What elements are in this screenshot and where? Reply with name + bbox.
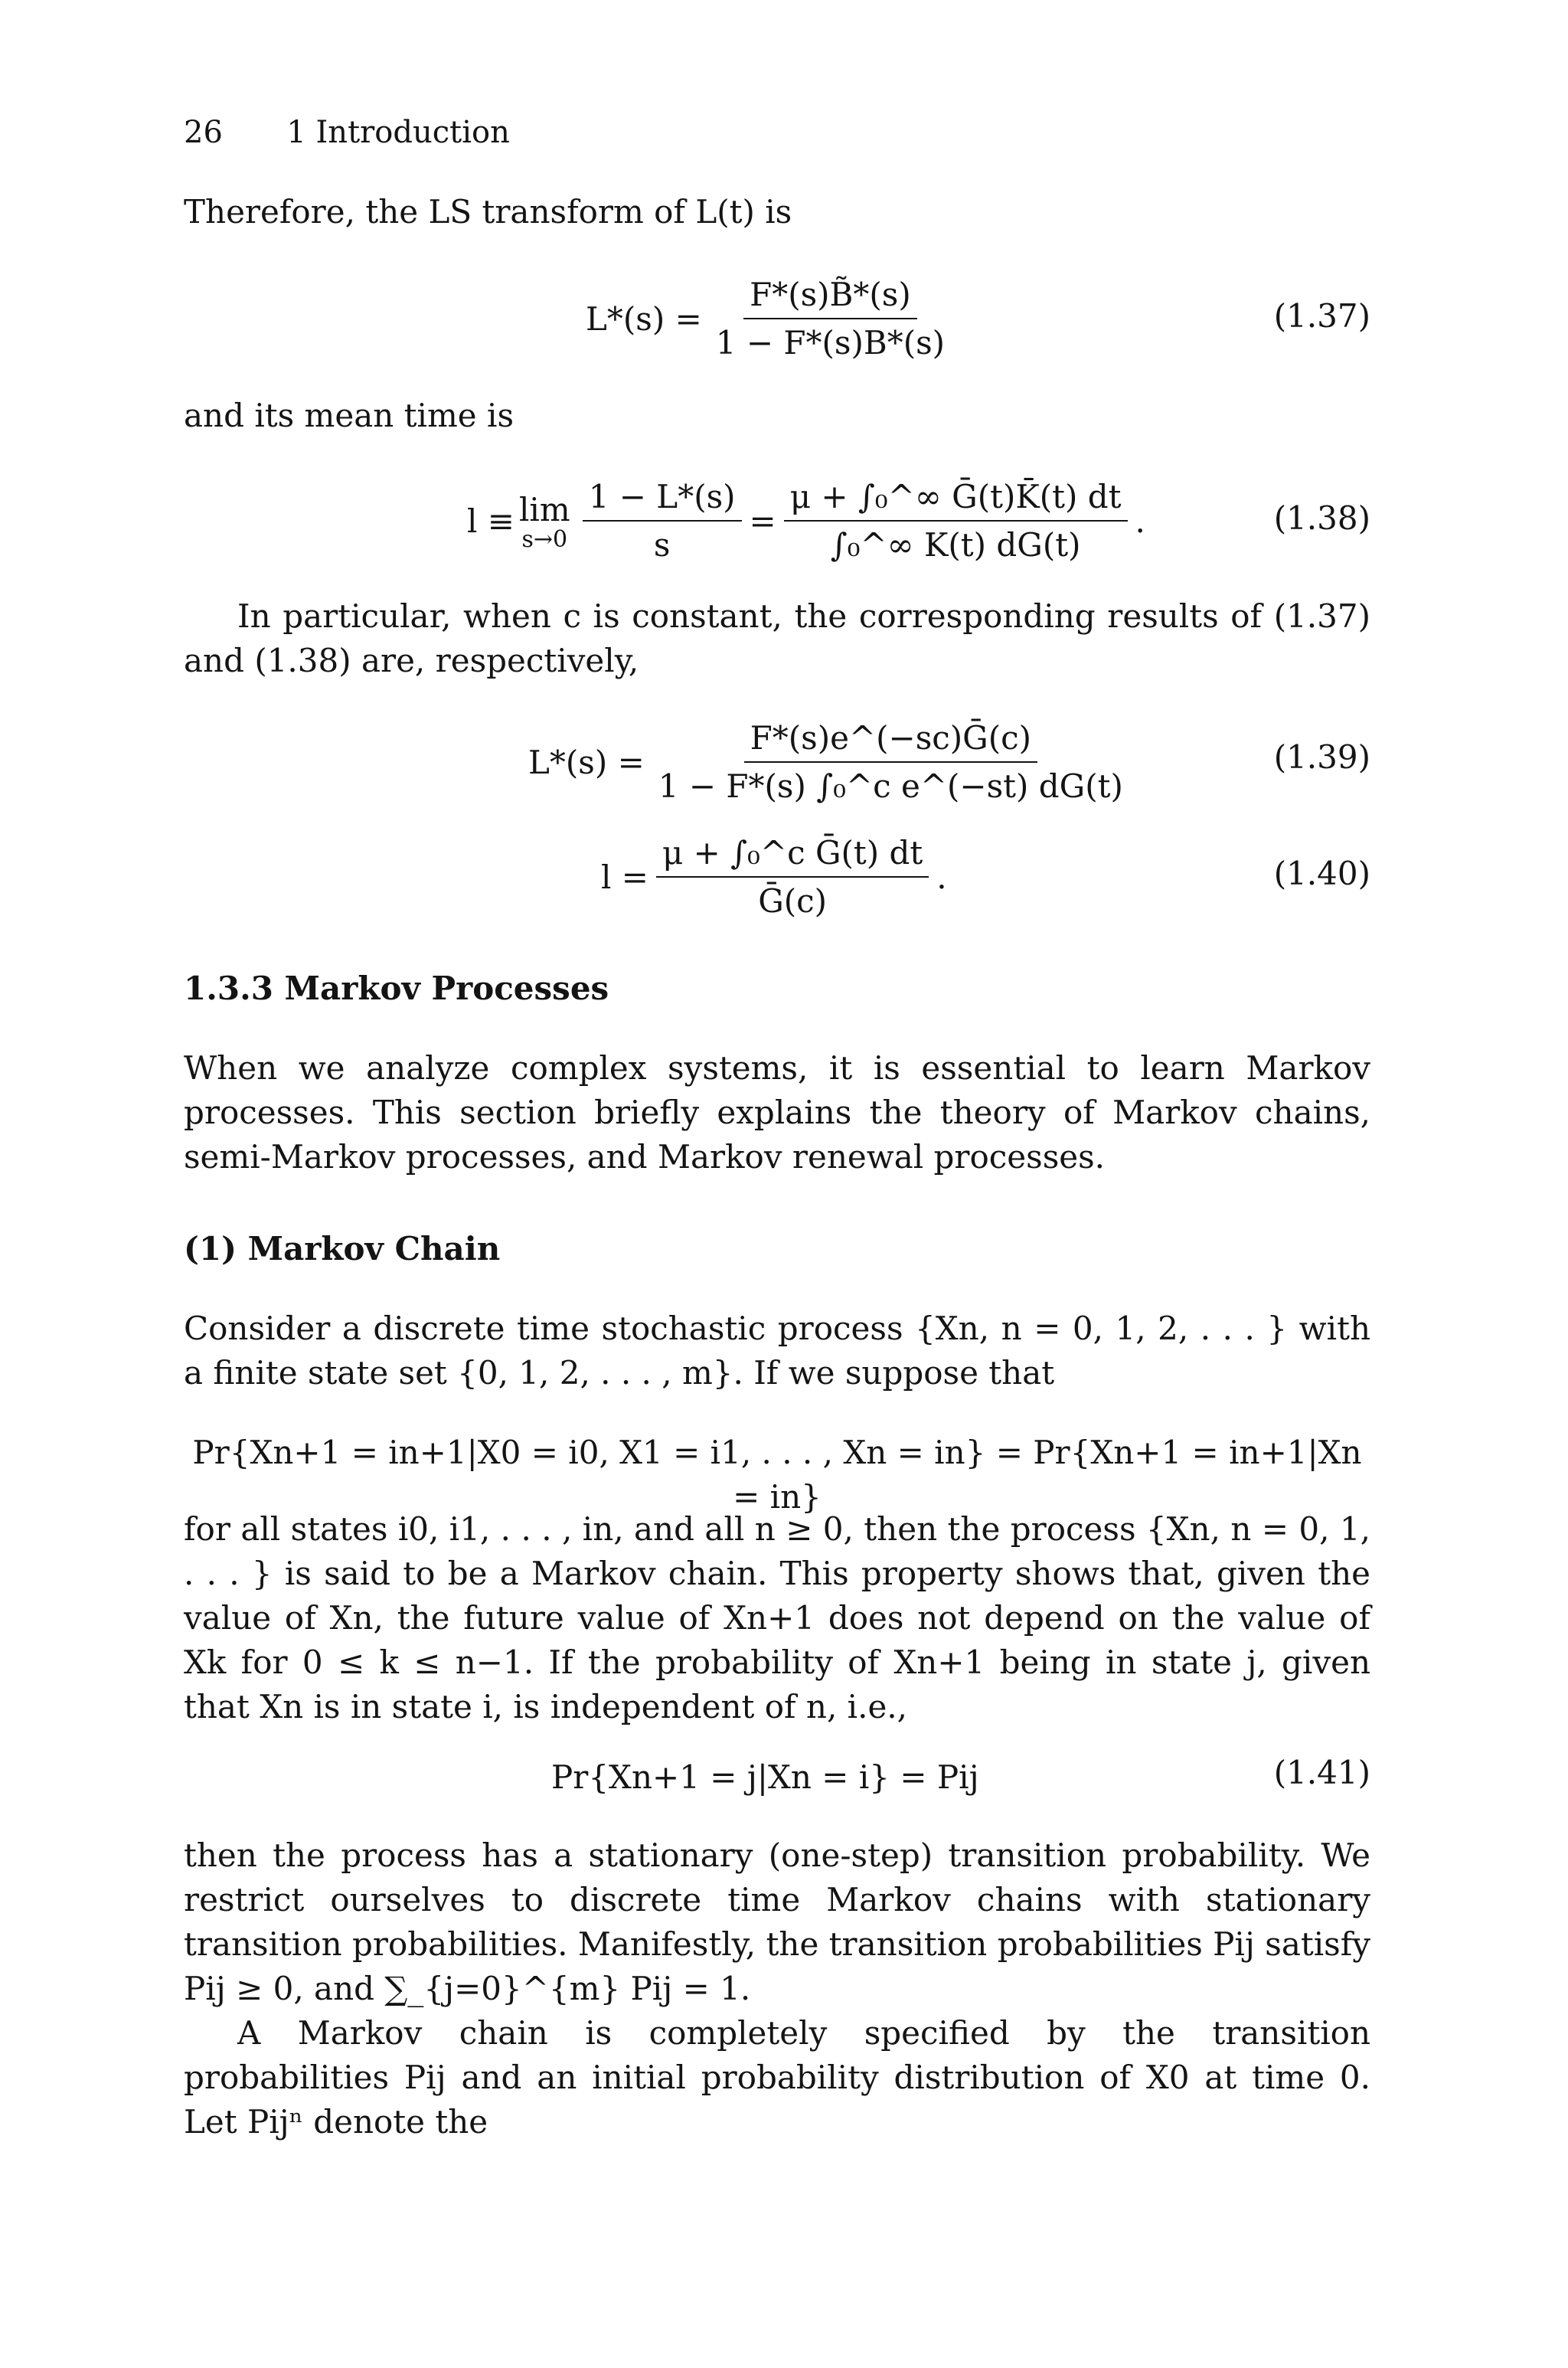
equation-number: (1.40) [1273, 855, 1370, 892]
eq-1-39-fraction [652, 719, 1129, 805]
eq-1-38-numerator-left: 1 − L*(s) [583, 478, 742, 522]
eq-1-40-lhs: l = [601, 858, 648, 896]
limit-text: lim [518, 490, 570, 528]
page-number: 26 [184, 115, 223, 150]
eq-1-37-fraction [710, 276, 951, 361]
equation-markov-property: Pr{Xn+1 = in+1|X0 = i0, X1 = i1, . . . , Xn = in} = Pr{Xn+1 = in+1|Xn = in} [192, 1434, 1362, 1516]
equation-1-37 [184, 273, 1370, 365]
section-heading: 1.3.3 Markov Processes [184, 970, 609, 1007]
eq-1-38-denominator-left: s [653, 526, 671, 564]
eq-1-38-numerator-right: μ + ∫₀^∞ Ḡ(t)K̄(t) dt [784, 478, 1128, 522]
chapter-title: 1 Introduction [286, 115, 510, 150]
period: . [936, 858, 947, 896]
paragraph-mean: and its mean time is [184, 397, 514, 434]
equals-sign: = [749, 502, 776, 540]
equation-1-38 [184, 467, 1370, 574]
equation-number: (1.37) [1273, 297, 1370, 335]
eq-1-38-lhs: l ≡ [467, 502, 514, 540]
eq-1-40-fraction [656, 834, 929, 920]
equation-number: (1.39) [1273, 738, 1370, 776]
paragraph-section-intro: When we analyze complex systems, it is essential to learn Markov processes. This section briefly explains the theory of Markov chains, semi-Markov processes, and Markov renewal processes. [184, 1049, 1370, 1176]
running-header [184, 115, 510, 150]
paragraph-specified: A Markov chain is completely specified by the transition probabilities Pij and an initial probability distribution of X0 at time 0. Let Pijⁿ denote the [184, 2014, 1370, 2141]
equation-1-41 [184, 1754, 1370, 1800]
equation-1-40 [184, 827, 1370, 927]
paragraph-stationary: then the process has a stationary (one-step) transition probability. We restrict ourselves to discrete time Markov chains with stationary transition probabilities. Manifestly, the transition probabilities Pij satisfy Pij ≥ 0, and ∑_{j=0}^{m} Pij = 1. [184, 1837, 1370, 2007]
paragraph-consider: Consider a discrete time stochastic process {Xn, n = 0, 1, 2, . . . } with a finite state set {0, 1, 2, . . . , m}. If we suppose that [184, 1310, 1370, 1392]
eq-1-40-numerator: μ + ∫₀^c Ḡ(t) dt [656, 834, 929, 878]
equation-number: (1.38) [1273, 499, 1370, 537]
eq-1-40-denominator: Ḡ(c) [758, 882, 828, 920]
eq-1-41-expression: Pr{Xn+1 = j|Xn = i} = Pij [551, 1758, 979, 1796]
subsection-heading: (1) Markov Chain [184, 1230, 501, 1267]
eq-1-39-lhs: L*(s) = [528, 743, 645, 781]
period: . [1135, 502, 1145, 540]
limit-operator [519, 491, 570, 551]
eq-1-37-denominator: 1 − F*(s)B*(s) [715, 324, 946, 361]
eq-1-39-numerator: F*(s)e^(−sc)Ḡ(c) [744, 719, 1037, 763]
eq-1-37-numerator: F*(s)B̃*(s) [743, 276, 917, 319]
eq-1-38-denominator-right: ∫₀^∞ K(t) dG(t) [830, 526, 1081, 564]
eq-1-37-lhs: L*(s) = [586, 299, 702, 338]
paragraph-for-all-states: for all states i0, i1, . . . , in, and all n ≥ 0, then the process {Xn, n = 0, 1, . . . } is said to be a Markov chain. This property shows that, given the value of Xn, the future value of Xn+1 does not depend on the value of Xk for 0 ≤ k ≤ n−1. If the probability of Xn+1 being in state j, given that Xn is in state i, is independent of n, i.e., [184, 1510, 1370, 1725]
eq-1-38-fraction-left [583, 478, 742, 564]
eq-1-38-fraction-right [784, 478, 1128, 564]
eq-1-39-denominator: 1 − F*(s) ∫₀^c e^(−st) dG(t) [658, 767, 1123, 805]
equation-1-39 [184, 712, 1370, 812]
equation-number: (1.41) [1273, 1754, 1370, 1791]
limit-subscript: s→0 [521, 525, 568, 553]
paragraph-particular: In particular, when c is constant, the corresponding results of (1.37) and (1.38) are, respectively, [184, 597, 1370, 679]
paragraph-transform: Therefore, the LS transform of L(t) is [184, 193, 792, 231]
